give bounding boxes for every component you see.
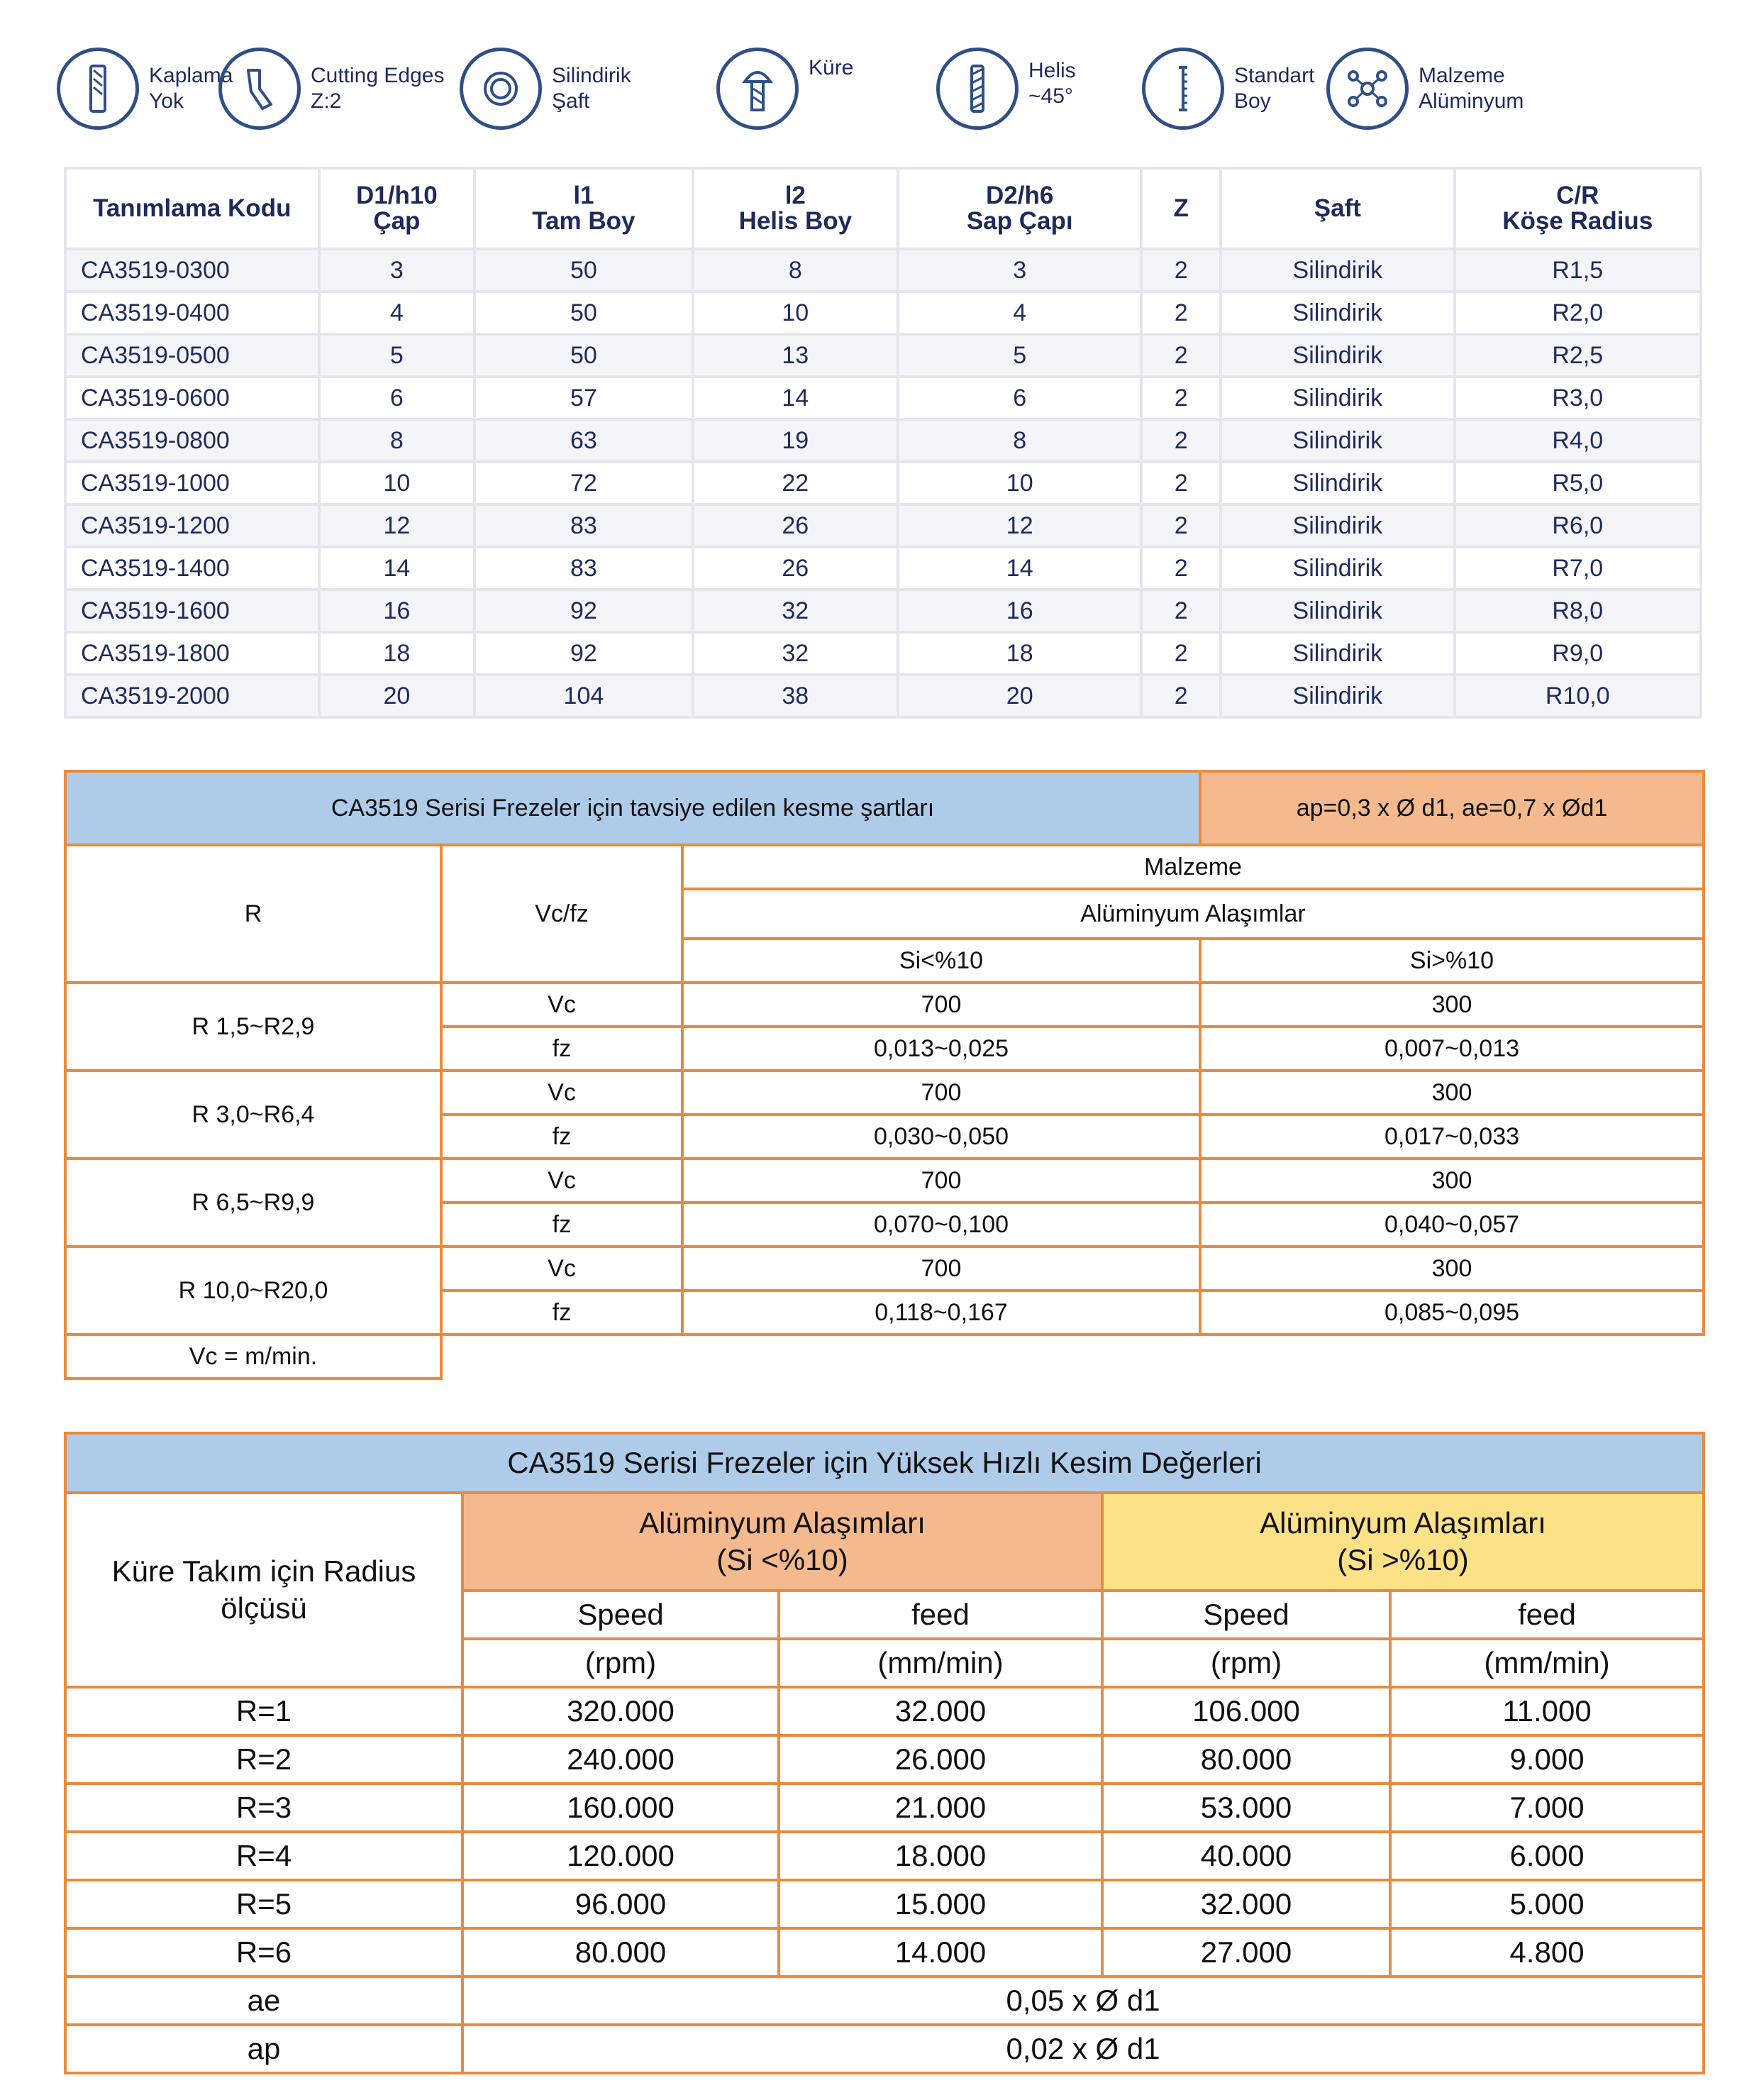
cell: 2	[1141, 675, 1221, 717]
cylindrical-shank-icon	[460, 48, 542, 130]
table-header-row	[65, 168, 1701, 249]
cell: 2	[1141, 632, 1221, 675]
cell: R7,0	[1455, 547, 1701, 590]
cell: 5	[898, 334, 1141, 377]
header-corner-radius	[1455, 168, 1701, 249]
cell: Silindirik	[1221, 504, 1454, 547]
cell: CA3519-0400	[65, 292, 319, 334]
cell: 700	[682, 1159, 1200, 1203]
table-row	[65, 632, 1701, 675]
fz-label: fz	[441, 1115, 682, 1159]
standard-length-icon	[1142, 48, 1224, 130]
fz-label: fz	[441, 1291, 682, 1334]
header-helix-length	[693, 168, 898, 249]
cell: 12	[898, 504, 1141, 547]
range-cell: R 1,5~R2,9	[65, 983, 441, 1071]
radius-header-line: ölçüsü	[221, 1591, 307, 1625]
feature-cylindrical-shank	[460, 43, 631, 135]
rpm-unit: (rpm)	[462, 1639, 779, 1687]
material-icon	[1326, 48, 1409, 130]
cell: 11.000	[1390, 1687, 1704, 1735]
cell: 83	[475, 547, 692, 590]
cell: 2	[1141, 419, 1221, 462]
cell: R=3	[65, 1784, 462, 1832]
cell: CA3519-1000	[65, 462, 319, 504]
cell: 26	[693, 547, 898, 590]
ap-value: 0,02 x Ø d1	[462, 2025, 1704, 2073]
cell: CA3519-0500	[65, 334, 319, 377]
alloy-header-line: Alüminyum Alaşımları	[1260, 1506, 1546, 1540]
cell: 3	[319, 249, 475, 292]
table-row	[65, 1784, 1704, 1832]
radius-header	[65, 1493, 462, 1687]
empty-cell	[441, 1334, 1704, 1378]
header-line: Sap Çapı	[966, 207, 1073, 235]
feature-icon-strip	[57, 43, 1716, 135]
cell: 10	[319, 462, 475, 504]
helix-icon	[936, 48, 1019, 130]
cell: 6.000	[1390, 1832, 1704, 1880]
cell: 160.000	[462, 1784, 779, 1832]
cell: R=4	[65, 1832, 462, 1880]
header-line: l2	[784, 182, 806, 209]
cell: 7.000	[1390, 1784, 1704, 1832]
fz-label: fz	[441, 1027, 682, 1071]
alloy-header-line: (Si >%10)	[1337, 1543, 1469, 1576]
range-cell: R 6,5~R9,9	[65, 1159, 441, 1247]
cell: 53.000	[1102, 1784, 1390, 1832]
cell: 700	[682, 983, 1200, 1027]
cell: 50	[475, 249, 692, 292]
header-line: Helis Boy	[738, 207, 853, 235]
cell: 14	[319, 547, 475, 590]
header-line: Çap	[373, 207, 421, 235]
cell: Silindirik	[1221, 377, 1454, 419]
cell: 26	[693, 504, 898, 547]
cell: 6	[319, 377, 475, 419]
table-row	[65, 1334, 1704, 1378]
table-row	[65, 1687, 1704, 1735]
header-line: D2/h6	[986, 182, 1054, 209]
cell: 14.000	[779, 1928, 1102, 1977]
cell: 120.000	[462, 1832, 779, 1880]
table-row	[65, 377, 1701, 419]
feature-coating	[57, 43, 233, 135]
cell: CA3519-1600	[65, 590, 319, 632]
cell: 21.000	[779, 1784, 1102, 1832]
cell: 0,013~0,025	[682, 1027, 1200, 1071]
table-row	[65, 590, 1701, 632]
table-row	[65, 675, 1701, 717]
table-row	[65, 1247, 1704, 1291]
table-row	[65, 1071, 1704, 1115]
header-shank-diameter	[898, 168, 1141, 249]
cell: 0,085~0,095	[1200, 1291, 1704, 1334]
table-row	[65, 292, 1701, 334]
cell: R=5	[65, 1880, 462, 1928]
cell: R3,0	[1455, 377, 1701, 419]
cell: 6	[898, 377, 1141, 419]
header-code	[65, 168, 319, 249]
cell: 0,118~0,167	[682, 1291, 1200, 1334]
cell: CA3519-1200	[65, 504, 319, 547]
cell: 96.000	[462, 1880, 779, 1928]
cutting-params: ap=0,3 x Ø d1, ae=0,7 x Ød1	[1200, 771, 1704, 845]
table-row	[65, 845, 1704, 889]
cell: Silindirik	[1221, 462, 1454, 504]
table-row	[65, 1977, 1704, 2025]
icon-label-line1: Malzeme	[1419, 64, 1505, 87]
range-cell: R 10,0~R20,0	[65, 1247, 441, 1334]
cell: 32	[693, 632, 898, 675]
table-row	[65, 1928, 1704, 1977]
mm-min-unit: (mm/min)	[1390, 1639, 1704, 1687]
cell: 10	[898, 462, 1141, 504]
cell: 2	[1141, 292, 1221, 334]
icon-label-line1: Küre	[809, 56, 854, 79]
cell: 32	[693, 590, 898, 632]
icon-label-line1: Silindirik	[552, 64, 631, 87]
cell: 26.000	[779, 1735, 1102, 1784]
icon-label-line2: Yok	[149, 89, 184, 113]
header-z	[1141, 168, 1221, 249]
cell: 18	[319, 632, 475, 675]
cell: R=6	[65, 1928, 462, 1977]
cell: 18.000	[779, 1832, 1102, 1880]
cell: R=1	[65, 1687, 462, 1735]
cell: 63	[475, 419, 692, 462]
cell: 80.000	[1102, 1735, 1390, 1784]
icon-label-line1: Helis	[1028, 59, 1076, 82]
header-line: Köşe Radius	[1502, 207, 1653, 235]
cell: Silindirik	[1221, 547, 1454, 590]
cell: 0,070~0,100	[682, 1203, 1200, 1247]
cell: 57	[475, 377, 692, 419]
cell: 72	[475, 462, 692, 504]
cell: R2,5	[1455, 334, 1701, 377]
alloy-header-line: (Si <%10)	[716, 1543, 848, 1576]
feature-material	[1326, 43, 1524, 135]
alloy-low-header	[462, 1493, 1102, 1591]
ae-value: 0,05 x Ø d1	[462, 1977, 1704, 2025]
alloy-high-header	[1102, 1493, 1704, 1591]
feature-cutting-edges	[218, 43, 444, 135]
col-vcfz-header: Vc/fz	[441, 845, 682, 983]
header-line: Şaft	[1314, 194, 1361, 222]
header-shank	[1221, 168, 1454, 249]
cutting-title: CA3519 Serisi Frezeler için tavsiye edilen kesme şartları	[65, 771, 1200, 845]
cell: 2	[1141, 590, 1221, 632]
cell: 0,007~0,013	[1200, 1027, 1704, 1071]
cell: 0,017~0,033	[1200, 1115, 1704, 1159]
cell: 10	[693, 292, 898, 334]
ap-label: ap	[65, 2025, 462, 2073]
cell: 300	[1200, 983, 1704, 1027]
cell: 2	[1141, 547, 1221, 590]
cell: 4	[319, 292, 475, 334]
header-line: l1	[573, 182, 594, 209]
feature-helix	[936, 43, 1076, 135]
cell: R1,5	[1455, 249, 1701, 292]
vc-label: Vc	[441, 1159, 682, 1203]
icon-label-line2: Şaft	[552, 89, 590, 113]
cell: Silindirik	[1221, 292, 1454, 334]
header-diameter	[319, 168, 475, 249]
cell: Silindirik	[1221, 675, 1454, 717]
feed-header: feed	[1390, 1591, 1704, 1639]
hs-title-row	[65, 1433, 1704, 1493]
unit-note: Vc = m/min.	[65, 1334, 441, 1378]
cell: 106.000	[1102, 1687, 1390, 1735]
cell: 2	[1141, 377, 1221, 419]
table-row	[65, 1832, 1704, 1880]
cell: 20	[319, 675, 475, 717]
fz-label: fz	[441, 1203, 682, 1247]
cell: 18	[898, 632, 1141, 675]
cell: 0,040~0,057	[1200, 1203, 1704, 1247]
high-speed-table	[64, 1432, 1705, 2074]
cell: 8	[898, 419, 1141, 462]
cell: 38	[693, 675, 898, 717]
icon-label-line2: ~45°	[1028, 84, 1073, 108]
ball-nose-icon	[716, 48, 799, 130]
cell: Silindirik	[1221, 334, 1454, 377]
cell: 8	[319, 419, 475, 462]
cell: 300	[1200, 1247, 1704, 1291]
table-row	[65, 419, 1701, 462]
icon-label-line1: Kaplama	[149, 64, 233, 87]
table-row	[65, 2025, 1704, 2073]
cell: 22	[693, 462, 898, 504]
cell: 2	[1141, 462, 1221, 504]
coating-icon	[57, 48, 139, 130]
radius-header-line: Küre Takım için Radius	[111, 1554, 416, 1588]
cell: 3	[898, 249, 1141, 292]
table-row	[65, 547, 1701, 590]
cell: Silindirik	[1221, 419, 1454, 462]
header-line: Z	[1173, 194, 1189, 222]
icon-label-line2: Alüminyum	[1419, 89, 1524, 113]
alloy-header-line: Alüminyum Alaşımları	[639, 1506, 926, 1540]
cell: 92	[475, 590, 692, 632]
cell: 300	[1200, 1071, 1704, 1115]
cell: 19	[693, 419, 898, 462]
product-table	[64, 167, 1702, 719]
cell: 20	[898, 675, 1141, 717]
cell: 50	[475, 292, 692, 334]
header-line: C/R	[1556, 182, 1599, 209]
icon-label-line2: Z:2	[311, 89, 342, 113]
cell: 50	[475, 334, 692, 377]
cell: 0,030~0,050	[682, 1115, 1200, 1159]
cell: R10,0	[1455, 675, 1701, 717]
cell: 300	[1200, 1159, 1704, 1203]
cell: 83	[475, 504, 692, 547]
si-high-header: Si>%10	[1200, 939, 1704, 983]
cell: CA3519-1400	[65, 547, 319, 590]
cell: 32.000	[779, 1687, 1102, 1735]
range-cell: R 3,0~R6,4	[65, 1071, 441, 1159]
cutting-title-row	[65, 771, 1704, 845]
cell: R8,0	[1455, 590, 1701, 632]
ae-label: ae	[65, 1977, 462, 2025]
cell: Silindirik	[1221, 632, 1454, 675]
si-low-header: Si<%10	[682, 939, 1200, 983]
cell: 40.000	[1102, 1832, 1390, 1880]
rpm-unit: (rpm)	[1102, 1639, 1390, 1687]
cell: CA3519-2000	[65, 675, 319, 717]
cell: 8	[693, 249, 898, 292]
cell: 15.000	[779, 1880, 1102, 1928]
table-row	[65, 1735, 1704, 1784]
cell: CA3519-0300	[65, 249, 319, 292]
cell: 32.000	[1102, 1880, 1390, 1928]
cell: R=2	[65, 1735, 462, 1784]
material-header: Malzeme	[682, 845, 1704, 889]
cell: 92	[475, 632, 692, 675]
cell: 104	[475, 675, 692, 717]
alloy-header: Alüminyum Alaşımlar	[682, 889, 1704, 939]
feature-ball-nose	[716, 43, 853, 135]
cell: 5	[319, 334, 475, 377]
cell: 240.000	[462, 1735, 779, 1784]
table-row	[65, 1493, 1704, 1591]
hs-title: CA3519 Serisi Frezeler için Yüksek Hızlı Kesim Değerleri	[65, 1433, 1704, 1493]
cell: 13	[693, 334, 898, 377]
cutting-conditions-table	[64, 770, 1705, 1380]
vc-label: Vc	[441, 1071, 682, 1115]
cell: 2	[1141, 249, 1221, 292]
feed-header: feed	[779, 1591, 1102, 1639]
cell: 2	[1141, 334, 1221, 377]
header-total-length	[475, 168, 692, 249]
vc-label: Vc	[441, 983, 682, 1027]
vc-label: Vc	[441, 1247, 682, 1291]
table-row	[65, 1159, 1704, 1203]
icon-label-line1: Cutting Edges	[311, 64, 445, 87]
cell: R2,0	[1455, 292, 1701, 334]
cell: 700	[682, 1247, 1200, 1291]
cell: CA3519-0600	[65, 377, 319, 419]
table-row	[65, 983, 1704, 1027]
table-row	[65, 249, 1701, 292]
cell: R5,0	[1455, 462, 1701, 504]
speed-header: Speed	[1102, 1591, 1390, 1639]
cell: Silindirik	[1221, 590, 1454, 632]
cell: R4,0	[1455, 419, 1701, 462]
icon-label-line1: Standart	[1234, 64, 1315, 87]
header-line: Tanımlama Kodu	[93, 194, 292, 222]
table-row	[65, 504, 1701, 547]
cell: Silindirik	[1221, 249, 1454, 292]
table-row	[65, 334, 1701, 377]
feature-standard-length	[1142, 43, 1314, 135]
cell: CA3519-0800	[65, 419, 319, 462]
cell: 80.000	[462, 1928, 779, 1977]
mm-min-unit: (mm/min)	[779, 1639, 1102, 1687]
cell: 12	[319, 504, 475, 547]
header-line: D1/h10	[355, 182, 438, 209]
cell: 2	[1141, 504, 1221, 547]
cell: 4	[898, 292, 1141, 334]
header-line: Tam Boy	[532, 207, 636, 235]
cell: 27.000	[1102, 1928, 1390, 1977]
cutting-edges-icon	[218, 48, 301, 130]
cell: 5.000	[1390, 1880, 1704, 1928]
cell: R9,0	[1455, 632, 1701, 675]
cell: R6,0	[1455, 504, 1701, 547]
cell: 14	[898, 547, 1141, 590]
cell: 14	[693, 377, 898, 419]
cell: 320.000	[462, 1687, 779, 1735]
cell: 9.000	[1390, 1735, 1704, 1784]
cell: 700	[682, 1071, 1200, 1115]
cell: CA3519-1800	[65, 632, 319, 675]
cell: 16	[898, 590, 1141, 632]
col-r-header: R	[65, 845, 441, 983]
icon-label-line2: Boy	[1234, 89, 1271, 113]
table-row	[65, 1880, 1704, 1928]
table-row	[65, 462, 1701, 504]
cell: 16	[319, 590, 475, 632]
speed-header: Speed	[462, 1591, 779, 1639]
cell: 4.800	[1390, 1928, 1704, 1977]
